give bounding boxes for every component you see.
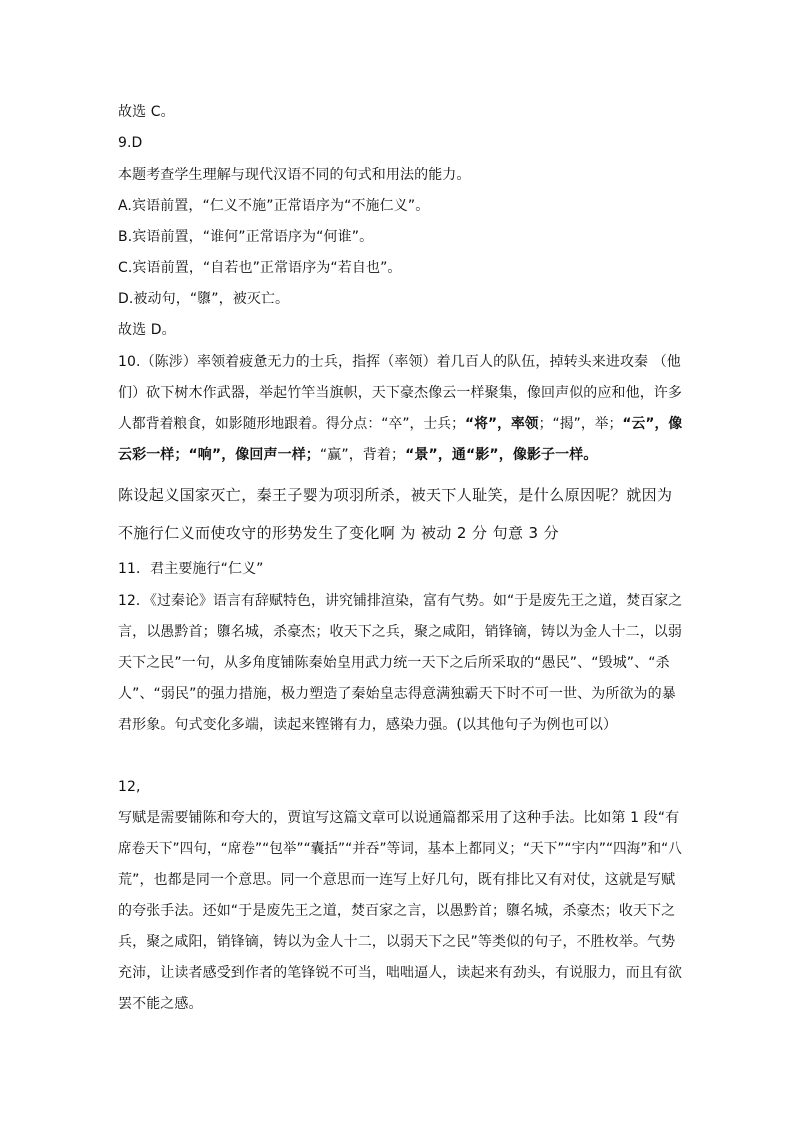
answer-10-scoring-line	[118, 445, 597, 465]
answer-12-alt-label: 12,	[118, 779, 141, 795]
text-segment: 人都背着粮食，如影随形地跟着。得分点：“卒”，士兵；	[118, 416, 465, 432]
answer-10-line: 10.（陈涉）率领着疲惫无力的士兵，指挥（率领）着几百人的队伍，掉转头来进攻秦 （他	[118, 354, 681, 370]
text-segment: ；“揭”，举；	[538, 416, 623, 432]
answer-12-line: 言，以愚黔首；隳名城，杀豪杰；收天下之兵，聚之咸阳，销锋镝，铸以为金人十二，以弱	[118, 624, 682, 640]
answer-12-line: 12．《过秦论》语言有辞赋特色，讲究铺排渲染，富有气势。如“于是废先王之道，焚百家之	[118, 593, 683, 609]
answer-8-conclusion: 故选 C。	[118, 104, 175, 120]
translation-line: 陈设起义国家灭亡，秦王子婴为项羽所杀，被天下人耻笑，是什么原因呢？就因为	[118, 486, 673, 504]
option-b: B.宾语前置，“谁何”正常语序为“何谁”。	[118, 229, 374, 245]
translation-line: 不施行仁义而使攻守的形势发生了变化啊 为 被动 2 分 句意 3 分	[118, 524, 560, 542]
option-d: D.被动句，“隳”，被灭亡。	[118, 291, 290, 307]
answer-12-alt-line: 罢不能之感。	[118, 996, 203, 1012]
bold-segment: “云”，像	[622, 416, 683, 432]
answer-12-alt-line: 席卷天下”四句，“席卷”“包举”“囊括”“并吞”等词，基本上都同义；“天下”“宇内”“四海”和“八	[118, 841, 682, 857]
answer-12-line: 人”、“弱民”的强力措施，极力塑造了秦始皇志得意满独霸天下时不可一世、为所欲为的暴	[118, 686, 676, 702]
answer-11: 11．君主要施行“仁义”	[118, 561, 264, 577]
answer-9-conclusion: 故选 D。	[118, 322, 176, 338]
text-segment: “赢”，背着；	[319, 447, 406, 463]
answer-12-alt-line: 荒”，也都是同一个意思。同一个意思而一连写上好几句，既有排比又有对仗，这就是写赋	[118, 872, 676, 888]
option-a: A.宾语前置，“仁义不施”正常语序为“不施仁义”。	[118, 198, 430, 214]
answer-10-line: 们）砍下树木作武器，举起竹竿当旗帜，天下豪杰像云一样聚集，像回声似的应和他，许多	[118, 385, 682, 401]
bold-segment: “将”，率领	[464, 416, 539, 432]
answer-12-alt-line: 的夸张手法。还如“于是废先王之道，焚百家之言，以愚黔首；隳名城，杀豪杰；收天下之	[118, 903, 676, 919]
answer-9-label: 9.D	[118, 135, 143, 151]
bold-segment: 云彩一样；“响”，像回声一样；	[118, 447, 320, 463]
answer-12-line: 天下之民”一句，从多角度铺陈秦始皇用武力统一天下之后所采取的“愚民”、“毁城”、“杀	[118, 655, 670, 671]
bold-segment: “景”，通“影”，像影子一样。	[405, 447, 598, 463]
answer-12-alt-line: 充沛，让读者感受到作者的笔锋锐不可当，咄咄逼人，读起来有劲头，有说服力，而且有欲	[118, 965, 682, 981]
answer-10-scoring-line	[118, 414, 682, 434]
answer-12-alt-line: 写赋是需要铺陈和夸大的，贾谊写这篇文章可以说通篇都采用了这种手法。比如第 1 段“有	[118, 810, 680, 826]
answer-12-line: 君形象。句式变化多端，读起来铿锵有力，感染力强。(以其他句子为例也可以）	[118, 717, 618, 733]
answer-9-intro: 本题考查学生理解与现代汉语不同的句式和用法的能力。	[118, 167, 471, 183]
answer-12-alt-line: 兵，聚之咸阳，销锋镝，铸以为金人十二，以弱天下之民”等类似的句子，不胜枚举。气势	[118, 934, 676, 950]
option-c: C.宾语前置，“自若也”正常语序为“若自也”。	[118, 260, 402, 276]
